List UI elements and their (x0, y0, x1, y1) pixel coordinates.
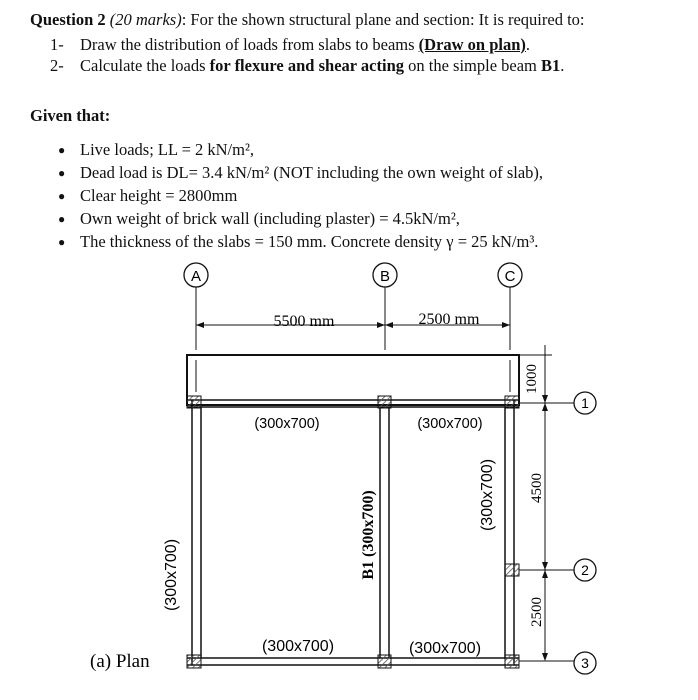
task-item-2-mid: on the simple beam (404, 56, 542, 75)
question-intro: : For the shown structural plane and section: It is required to: (181, 10, 585, 29)
question-label: Question 2 (30, 10, 106, 29)
given-item-text: Live loads; LL = 2 kN/m², (80, 140, 255, 159)
beam-label-bottom-right: (300x700) (408, 640, 482, 657)
given-heading: Given that: (30, 106, 111, 125)
grid-marker-2 (574, 559, 596, 581)
column-a1 (187, 396, 201, 408)
beam-label-b1: B1 (300x700) (360, 490, 377, 580)
given-item-text: The thickness of the slabs = 150 mm. Concrete density γ = 25 kN/m³. (80, 232, 539, 251)
beam-label-top-left: (300x700) (254, 416, 320, 432)
grid-marker-b (373, 263, 397, 287)
plan-caption: (a) Plan (90, 651, 150, 672)
column-c3 (505, 655, 519, 668)
beam-label-col-a: (300x700) (163, 538, 180, 612)
task-item-1-end: . (525, 35, 531, 54)
task-item-2-beam: B1 (541, 56, 561, 75)
dim-ab: 5500 mm (273, 313, 335, 330)
dim-2500: 2500 (529, 597, 545, 627)
task-item-1-emphasis: (Draw on plan) (418, 35, 526, 54)
given-item-text: Own weight of brick wall (including plaster) = 4.5kN/m², (80, 209, 460, 228)
beam-label-bottom-left: (300x700) (261, 638, 335, 655)
beam-label-col-right: (300x700) (479, 458, 496, 532)
grid-number-1: 1 (581, 395, 589, 411)
task-item-1-text: Draw the distribution of loads from slabs to beams (80, 35, 419, 54)
grid-number-2: 2 (581, 562, 589, 578)
given-item-text: Dead load is DL= 3.4 kN/m² (NOT including the own weight of slab), (80, 163, 544, 182)
grid-number-3: 3 (581, 655, 589, 671)
question-marks: (20 marks) (109, 10, 182, 29)
column-b1 (378, 396, 391, 408)
grid-marker-a (184, 263, 208, 287)
grid-marker-c (498, 263, 522, 287)
column-c2 (505, 564, 519, 576)
given-item-text: Clear height = 2800mm (80, 186, 238, 205)
dim-1000: 1000 (524, 364, 540, 394)
grid-marker-1 (574, 392, 596, 414)
column-b3 (378, 655, 391, 668)
grid-letter-b: B (379, 268, 391, 285)
grid-letter-a: A (190, 268, 202, 285)
task-item-1-number: 1- (50, 35, 64, 54)
task-item-2-pre: Calculate the loads (80, 56, 210, 75)
column-c1 (505, 396, 519, 408)
grid-letter-c: C (504, 268, 516, 285)
column-a3 (187, 655, 201, 668)
task-item-2-end: . (560, 56, 565, 75)
grid-marker-3 (574, 652, 596, 674)
dim-bc: 2500 mm (418, 311, 480, 328)
beam-label-top-right: (300x700) (417, 416, 483, 432)
task-item-2-number: 2- (50, 56, 64, 75)
dim-4500: 4500 (529, 473, 545, 503)
task-item-2-bold: for flexure and shear acting (209, 56, 404, 75)
